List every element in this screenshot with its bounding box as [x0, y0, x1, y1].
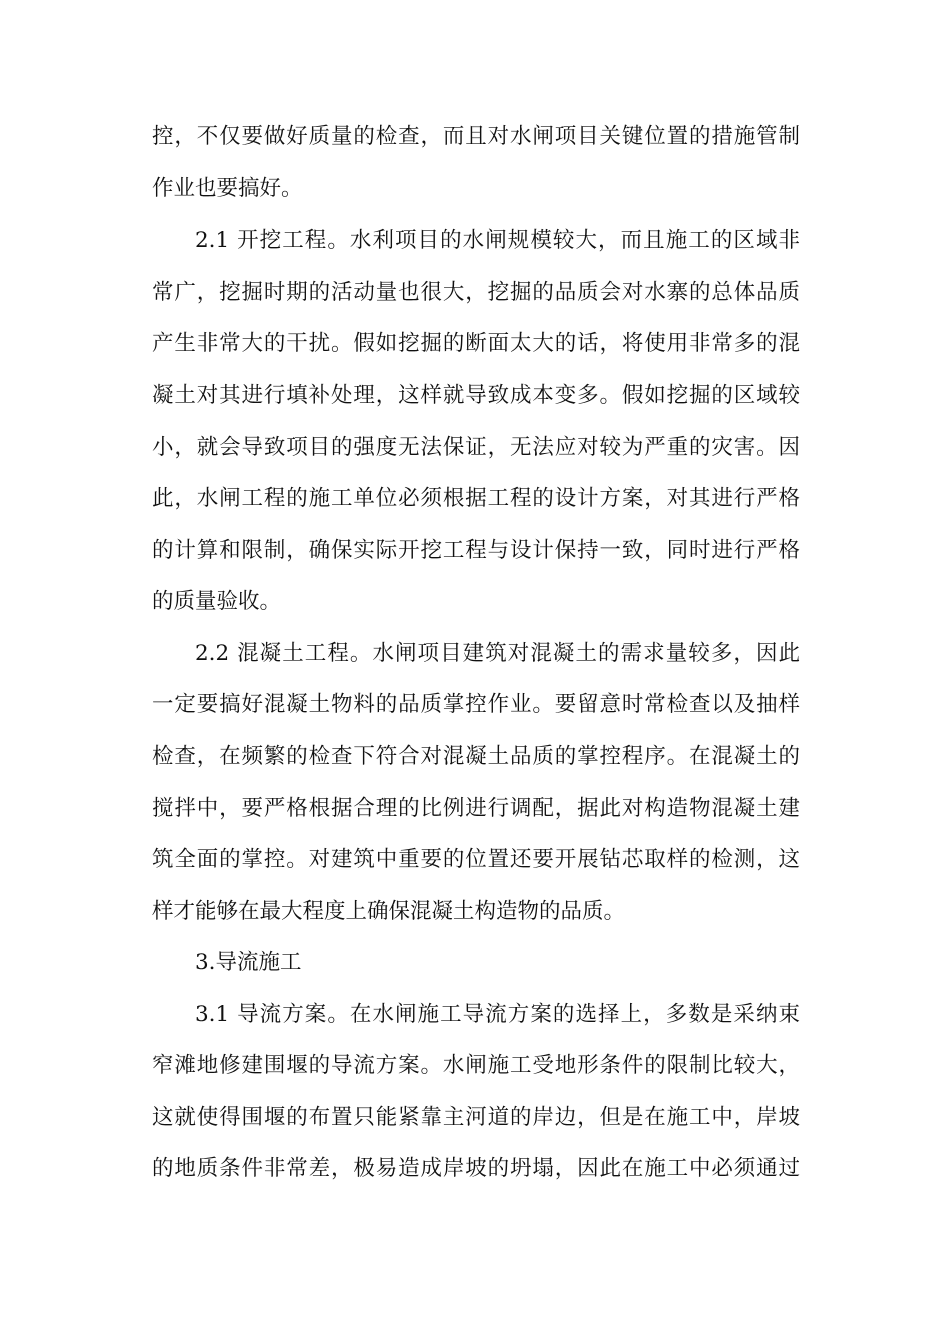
text-line: 的计算和限制，确保实际开挖工程与设计保持一致，同时进行严格 — [152, 538, 800, 563]
text-line: 3.1 导流方案。在水闸施工导流方案的选择上，多数是采纳束 — [195, 1002, 800, 1027]
text-line: 一定要搞好混凝土物料的品质掌控作业。要留意时常检查以及抽样 — [152, 692, 800, 717]
text-line: 窄滩地修建围堰的导流方案。水闸施工受地形条件的限制比较大， — [152, 1053, 800, 1078]
text-line: 产生非常大的干扰。假如挖掘的断面太大的话，将使用非常多的混 — [152, 331, 800, 356]
text-line: 2.2 混凝土工程。水闸项目建筑对混凝土的需求量较多，因此 — [195, 641, 800, 666]
text-line: 筑全面的掌控。对建筑中重要的位置还要开展钻芯取样的检测，这 — [152, 847, 800, 872]
text-line: 作业也要搞好。 — [152, 176, 303, 201]
text-line: 小，就会导致项目的强度无法保证，无法应对较为严重的灾害。因 — [152, 435, 800, 460]
text-line: 的质量验收。 — [152, 589, 282, 614]
text-line: 此，水闸工程的施工单位必须根据工程的设计方案，对其进行严格 — [152, 486, 800, 511]
section-heading: 3.导流施工 — [195, 950, 302, 975]
text-line: 2.1 开挖工程。水利项目的水闸规模较大，而且施工的区域非 — [195, 228, 800, 253]
text-line: 这就使得围堰的布置只能紧靠主河道的岸边，但是在施工中，岸坡 — [152, 1105, 800, 1130]
text-line: 搅拌中，要严格根据合理的比例进行调配，据此对构造物混凝土建 — [152, 796, 800, 821]
text-line: 样才能够在最大程度上确保混凝土构造物的品质。 — [152, 899, 626, 924]
text-line: 凝土对其进行填补处理，这样就导致成本变多。假如挖掘的区域较 — [152, 383, 800, 408]
text-line: 的地质条件非常差，极易造成岸坡的坍塌，因此在施工中必须通过 — [152, 1156, 800, 1181]
text-line: 检查，在频繁的检查下符合对混凝土品质的掌控程序。在混凝土的 — [152, 744, 800, 769]
text-line: 常广，挖掘时期的活动量也很大，挖掘的品质会对水寨的总体品质 — [152, 280, 800, 305]
text-line: 控，不仅要做好质量的检查，而且对水闸项目关键位置的措施管制 — [152, 124, 800, 149]
